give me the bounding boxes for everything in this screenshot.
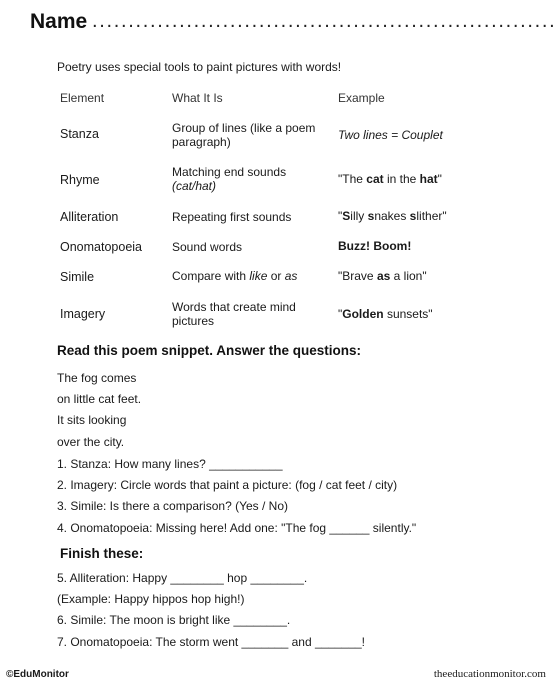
example-rhyme-bold: cat [366, 172, 384, 186]
example-imagery-part: sunsets" [383, 307, 433, 321]
what-stanza: Group of lines (like a poem paragraph) [172, 121, 316, 149]
example-alliteration-part: " [338, 209, 343, 223]
what-rhyme [172, 165, 332, 193]
example-rhyme-bold: hat [419, 172, 438, 186]
example-simile [338, 269, 427, 283]
element-onomatopoeia: Onomatopoeia [60, 240, 143, 254]
example-stanza: Two lines = Couplet [338, 128, 443, 142]
poem-line: It sits looking [57, 413, 127, 427]
what-simile-part: Compare with [172, 269, 250, 283]
poem-line: over the city. [57, 435, 125, 449]
what-rhyme-text: Matching end sounds [172, 165, 287, 179]
what-simile-italic: as [284, 269, 298, 283]
copyright-label: ©EduMonitor [6, 669, 69, 680]
example-alliteration [338, 209, 447, 223]
name-row [30, 10, 557, 40]
name-label: Name [30, 10, 88, 33]
example-imagery-bold: Golden [342, 307, 384, 321]
section-heading-poem: Read this poem snippet. Answer the questions: [57, 343, 362, 358]
header-element: Element [60, 91, 105, 105]
what-rhyme-example: (cat/hat) [172, 179, 217, 193]
element-stanza: Stanza [60, 127, 99, 141]
element-alliteration: Alliteration [60, 210, 119, 224]
poem-line: on little cat feet. [57, 392, 142, 406]
exercise-5[interactable]: 5. Alliteration: Happy ________ hop ________. [57, 571, 308, 585]
example-alliteration-part: illy [350, 209, 368, 223]
element-imagery: Imagery [60, 307, 106, 321]
intro-text: Poetry uses special tools to paint pictures with words! [57, 60, 342, 74]
example-rhyme-part: in the [383, 172, 420, 186]
section-heading-finish: Finish these: [60, 546, 144, 561]
example-alliteration-part: lither" [416, 209, 447, 223]
example-rhyme-part: " [437, 172, 442, 186]
question-4[interactable]: 4. Onomatopoeia: Missing here! Add one: "The fog ______ silently." [57, 521, 417, 535]
example-alliteration-bold: s [409, 209, 417, 223]
example-simile-bold: as [376, 269, 391, 283]
element-simile: Simile [60, 270, 95, 284]
example-imagery-part: " [338, 307, 343, 321]
example-onomatopoeia: Buzz! Boom! [338, 239, 412, 253]
question-3[interactable]: 3. Simile: Is there a comparison? (Yes / No) [57, 499, 288, 513]
site-url: theeducationmonitor.com [433, 668, 546, 680]
what-imagery: Words that create mind pictures [172, 300, 296, 328]
what-simile-italic: like [249, 269, 268, 283]
what-simile [172, 269, 332, 283]
what-onomatopoeia: Sound words [172, 240, 243, 254]
example-alliteration-bold: S [342, 209, 351, 223]
poem-line: The fog comes [57, 371, 137, 385]
element-rhyme: Rhyme [60, 173, 100, 187]
example-alliteration-part: nakes [374, 209, 410, 223]
example-simile-part: "Brave [338, 269, 377, 283]
header-example: Example [338, 91, 385, 105]
example-alliteration-bold: s [367, 209, 375, 223]
exercise-6[interactable]: 6. Simile: The moon is bright like ________. [57, 613, 291, 627]
example-note: (Example: Happy hippos hop high!) [57, 592, 245, 606]
question-2[interactable]: 2. Imagery: Circle words that paint a picture: (fog / cat feet / city) [57, 478, 398, 492]
example-simile-part: a lion" [390, 269, 427, 283]
header-what: What It Is [172, 91, 223, 105]
exercise-7[interactable]: 7. Onomatopoeia: The storm went _______ and _______! [57, 635, 365, 649]
what-simile-part: or [267, 269, 285, 283]
what-alliteration: Repeating first sounds [172, 210, 292, 224]
question-1[interactable]: 1. Stanza: How many lines? ___________ [57, 457, 283, 471]
example-rhyme [338, 172, 442, 186]
name-dotted-line[interactable]: ................................................................ [92, 10, 557, 32]
example-rhyme-part: "The [338, 172, 367, 186]
example-imagery [338, 307, 433, 321]
